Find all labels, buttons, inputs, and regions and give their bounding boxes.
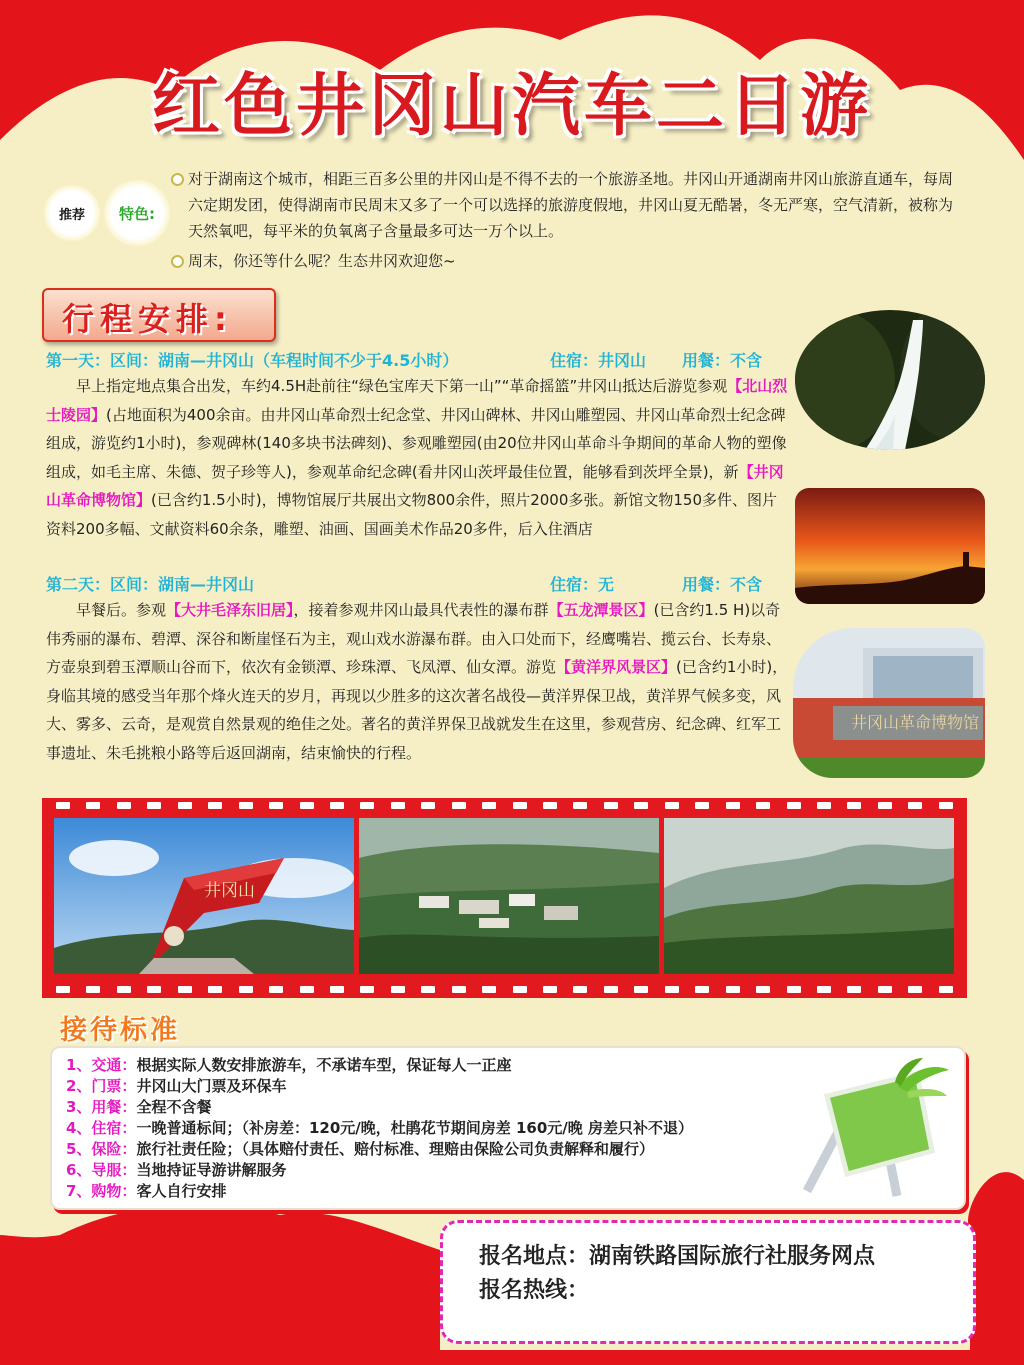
day2-description: 早餐后。参观【大井毛泽东旧居】，接着参观井冈山最具代表性的瀑布群【五龙潭景区】(已含约1.5 H)以奇伟秀丽的瀑布、碧潭、深谷和断崖怪石为主，观山戏水游瀑布群。由入口处而下，经鹰嘴岩、揽云台、长寿泉、方壶泉到碧玉潭顺山谷而下，依次有金锁潭、珍珠潭、飞凤潭、仙女潭。游览【黄洋界风景区】(已含约1小时)，身临其境的感受当年那个烽火连天的岁月，再现以少胜多的这次著名战役—黄洋界保卫战，黄洋界气候多变，风大、雾多、云奇，是观赏自然景观的绝佳之处。著名的黄洋界保卫战就发生在这里，参观营房、纪念碑、红军工事遗址、朱毛挑粮小路等后返回湖南，结束愉快的行程。 bbox=[46, 601, 788, 762]
bullet-icon bbox=[171, 255, 184, 268]
reception-standards-box bbox=[50, 1046, 966, 1210]
highlight-spot: 【五龙潭景区】 bbox=[548, 601, 654, 619]
standard-item: 4、住宿：一晚普通标间；（补房差：120元/晚，杜鹃花节期间房差 160元/晚 房差只补不退） bbox=[66, 1119, 693, 1137]
standard-item: 5、保险：旅行社责任险；（具体赔付责任、赔付标准、理赔由保险公司负责解释和履行） bbox=[66, 1140, 654, 1158]
standard-item: 6、导服：当地持证导游讲解服务 bbox=[66, 1161, 287, 1179]
museum-photo bbox=[793, 628, 985, 778]
signup-box bbox=[440, 1220, 976, 1344]
film-frame-sculpture bbox=[54, 818, 354, 974]
badge-recommend-text: 推荐 bbox=[58, 207, 85, 223]
day2-stay: 住宿：无 bbox=[550, 575, 615, 594]
waterfall-image bbox=[795, 310, 985, 450]
film-holes-bottom bbox=[56, 986, 953, 994]
intro-text bbox=[188, 166, 958, 274]
signup-place: 报名地点：湖南铁路国际旅行社服务网点 bbox=[479, 1244, 876, 1269]
day1-meal: 用餐：不含 bbox=[682, 351, 763, 370]
day2-route: 第二天：区间：湖南—井冈山 bbox=[46, 575, 255, 594]
highlight-spot: 【黄洋界风景区】 bbox=[556, 658, 677, 676]
badge-recommend bbox=[44, 185, 100, 241]
film-strip bbox=[42, 798, 967, 998]
badge-feature bbox=[104, 180, 170, 246]
sunset-photo bbox=[795, 488, 985, 604]
intro-paragraph: 周末，你还等什么呢？生态井冈欢迎您~ bbox=[188, 248, 958, 274]
day1-route: 第一天：区间：湖南—井冈山（车程时间不少于4.5小时） bbox=[46, 351, 459, 370]
day1-stay: 住宿：井冈山 bbox=[550, 351, 647, 370]
day2-meal: 用餐：不含 bbox=[682, 575, 763, 594]
page-title: 红色井冈山汽车二日游 bbox=[151, 67, 872, 146]
section-itinerary-header: 行程安排: bbox=[42, 288, 276, 342]
standard-item: 1、交通：根据实际人数安排旅游车，不承诺车型，保证每人一正座 bbox=[66, 1056, 512, 1074]
highlight-spot: 【大井毛泽东旧居】 bbox=[166, 601, 294, 619]
standard-item: 3、用餐：全程不含餐 bbox=[66, 1098, 212, 1116]
intro-paragraph: 对于湖南这个城市，相距三百多公里的井冈山是不得不去的一个旅游圣地。井冈山开通湖南井冈山旅游直通车，每周六定期发团，使得湖南市民周末又多了一个可以选择的旅游度假地，井冈山夏无酷暑，冬无严寒，空气清新，被称为天然氧吧，每平米的负氧离子含量最多可达一万个以上。 bbox=[188, 166, 958, 244]
highlight-spot: 【北山烈士陵园】 bbox=[46, 377, 788, 424]
standard-item: 7、购物：客人自行安排 bbox=[66, 1182, 227, 1200]
highlight-spot: 【井冈山革命博物馆】 bbox=[46, 462, 784, 509]
museum-image bbox=[793, 628, 985, 778]
sculpture-text: 井冈山 bbox=[204, 881, 255, 901]
standard-item: 2、门票：井冈山大门票及环保车 bbox=[66, 1077, 287, 1095]
day1-description: 早上指定地点集合出发，车约4.5H赴前往“绿色宝库天下第一山”“革命摇篮”井冈山抵达后游览参观【北山烈士陵园】(占地面积为400余亩。由井冈山革命烈士纪念堂、井冈山碑林、井冈山雕塑园、井冈山革命烈士纪念碑组成，游览约1小时)，参观碑林(140多块书法碑刻)、参观雕塑园(由20位井冈山革命斗争期间的革命人物的塑像组成，如毛主席、朱德、贺子珍等人)，参观革命纪念碑(看井冈山茨坪最佳位置，能够看到茨坪全景)，新【井冈山革命博物馆】(已含约1.5小时)，博物馆展厅共展出文物800余件，照片2000多张。新馆文物150多件、图片资料200多幅、文献资料60余条，雕塑、油画、国画美术作品20多件，后入住酒店 bbox=[46, 377, 788, 538]
film-frame-town bbox=[359, 818, 659, 974]
bullet-icon bbox=[171, 173, 184, 186]
signup-hotline: 报名热线： bbox=[479, 1278, 590, 1303]
sunset-image bbox=[795, 488, 985, 604]
museum-sign-text: 井冈山革命博物馆 bbox=[851, 713, 980, 732]
film-frame-mountains bbox=[664, 818, 954, 974]
sculpture-image bbox=[54, 818, 354, 974]
town-image bbox=[359, 818, 659, 974]
badge-feature-text: 特色: bbox=[119, 204, 155, 223]
mountains-image bbox=[664, 818, 954, 974]
reception-title: 接待标准 bbox=[60, 1015, 180, 1046]
easel-board-icon bbox=[767, 1056, 952, 1201]
film-holes-top bbox=[56, 802, 953, 810]
waterfall-photo bbox=[795, 310, 985, 450]
